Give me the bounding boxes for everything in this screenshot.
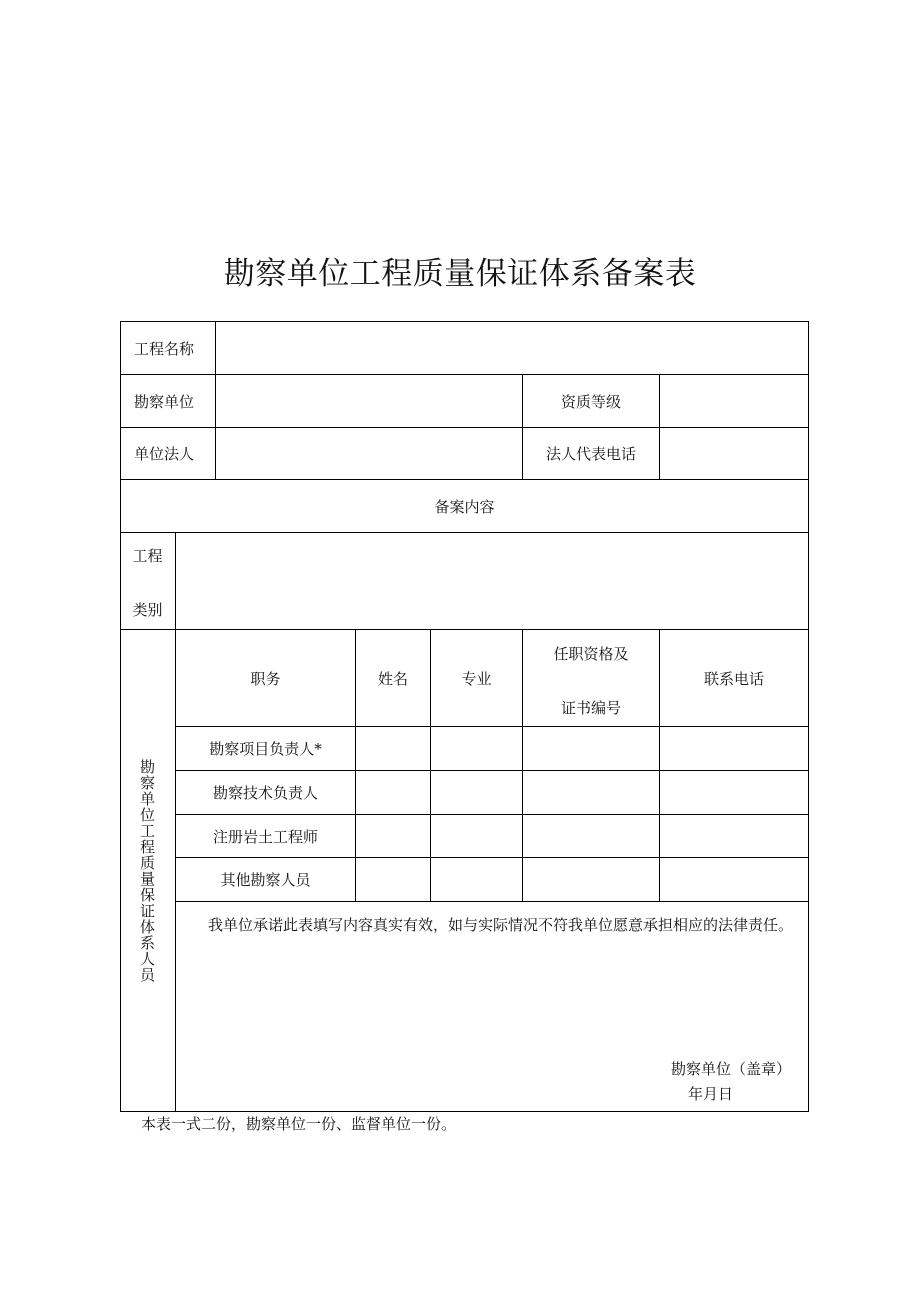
project-name-field[interactable] — [216, 322, 808, 374]
seal-label: 勘察单位（盖章） — [671, 1060, 792, 1078]
legal-phone-label: 法人代表电话 — [545, 445, 636, 463]
footnote: 本表一式二份，勘察单位一份、监督单位一份。 — [141, 1115, 457, 1133]
row-major-field[interactable] — [431, 771, 522, 814]
row-phone-field[interactable] — [660, 815, 808, 857]
row-name-field[interactable] — [356, 727, 430, 770]
project-type-label-line1: 工程 — [132, 546, 163, 565]
header-cert-line1: 任职资格及 — [553, 644, 629, 663]
row-major-field[interactable] — [431, 727, 522, 770]
legal-person-field[interactable] — [216, 428, 522, 479]
row-cert-field[interactable] — [523, 727, 659, 770]
header-phone: 联系电话 — [703, 669, 764, 688]
header-name: 姓名 — [377, 669, 408, 688]
row-major-field[interactable] — [431, 858, 522, 901]
row-cert-field[interactable] — [523, 858, 659, 901]
survey-unit-field[interactable] — [216, 375, 522, 427]
table-row-position: 其他勘察人员 — [220, 871, 311, 889]
row-phone-field[interactable] — [660, 858, 808, 901]
project-name-label: 工程名称 — [134, 339, 195, 358]
project-type-field[interactable] — [176, 533, 808, 629]
row-cert-field[interactable] — [523, 815, 659, 857]
header-major: 专业 — [461, 669, 492, 688]
row-cert-field[interactable] — [523, 771, 659, 814]
personnel-side-label — [120, 630, 175, 1112]
promise-statement: 我单位承诺此表填写内容真实有效，如与实际情况不符我单位愿意承担相应的法律责任。 — [208, 916, 794, 934]
row-name-field[interactable] — [356, 771, 430, 814]
qualification-label: 资质等级 — [560, 392, 621, 411]
project-type-label-line2: 类别 — [132, 600, 163, 619]
qualification-field[interactable] — [660, 375, 808, 427]
date-label: 年月日 — [688, 1085, 734, 1103]
header-cert-line2: 证书编号 — [560, 698, 621, 717]
row-phone-field[interactable] — [660, 771, 808, 814]
personnel-side-text: 勘察单位工程质量保证体系人员 — [138, 759, 156, 983]
table-row-position: 注册岩土工程师 — [212, 827, 318, 846]
row-name-field[interactable] — [356, 858, 430, 901]
legal-person-label: 单位法人 — [134, 445, 195, 463]
legal-phone-field[interactable] — [660, 428, 808, 479]
filing-content-heading: 备案内容 — [434, 497, 495, 516]
table-row-position: 勘察项目负责人* — [209, 740, 322, 758]
header-position: 职务 — [250, 669, 281, 688]
row-major-field[interactable] — [431, 815, 522, 857]
divider — [176, 901, 809, 902]
form-title: 勘察单位工程质量保证体系备案表 — [223, 256, 697, 292]
survey-unit-label: 勘察单位 — [134, 392, 195, 411]
table-row-position: 勘察技术负责人 — [212, 784, 318, 802]
row-name-field[interactable] — [356, 815, 430, 857]
row-phone-field[interactable] — [660, 727, 808, 770]
